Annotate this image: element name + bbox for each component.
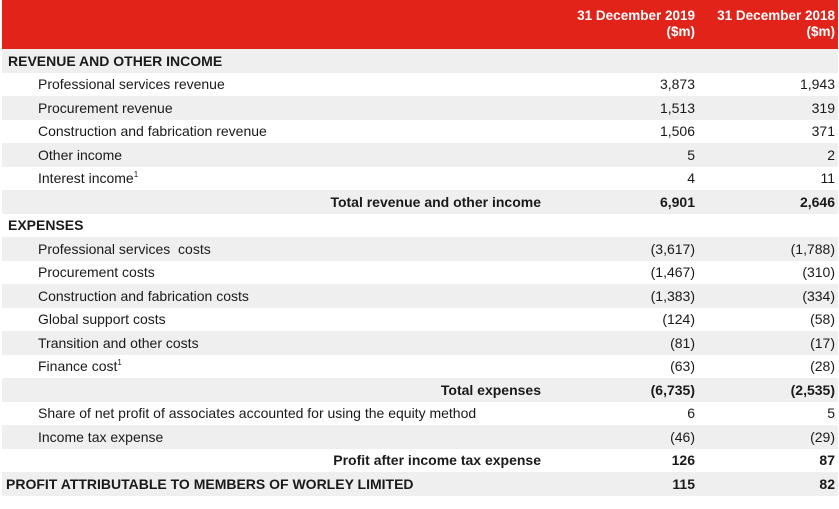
profit-attributable-row	[2, 472, 838, 496]
value-2018: 2,646	[799, 193, 835, 210]
footnote-marker: 1	[117, 358, 122, 368]
table-header	[2, 0, 838, 49]
header-2018-date: 31 December 2018	[717, 8, 835, 23]
row-label: PROFIT ATTRIBUTABLE TO MEMBERS OF WORLEY LIMITED	[6, 475, 414, 492]
profit-after-tax-row	[2, 449, 838, 473]
section-title: REVENUE AND OTHER INCOME	[8, 52, 223, 69]
value-2018: (310)	[802, 264, 835, 281]
row-label: Construction and fabrication costs	[38, 287, 249, 304]
table-row	[2, 120, 838, 144]
header-label-cell	[2, 0, 547, 49]
section-title: EXPENSES	[8, 217, 84, 234]
row-label: Transition and other costs	[38, 334, 199, 351]
section-revenue	[2, 49, 838, 73]
row-label: Other income	[38, 146, 123, 163]
row-label: Professional services costs	[38, 240, 211, 257]
value-2019: (63)	[670, 358, 695, 375]
value-2018: (334)	[802, 287, 835, 304]
value-2018: (28)	[810, 358, 835, 375]
total-revenue-row	[2, 190, 838, 214]
table-row	[2, 284, 838, 308]
value-2019: 1,506	[659, 123, 695, 140]
row-label: Procurement costs	[38, 264, 155, 281]
section-expenses	[2, 214, 838, 238]
row-label: Construction and fabrication revenue	[38, 123, 267, 140]
value-2019: (1,467)	[650, 264, 695, 281]
value-2018: (1,788)	[790, 240, 835, 257]
table-row	[2, 402, 838, 426]
value-2018: 5	[827, 405, 835, 422]
value-2019: (3,617)	[650, 240, 695, 257]
value-2019: 115	[672, 475, 695, 492]
value-2018: 319	[811, 99, 835, 116]
row-label: Share of net profit of associates accounted for using the equity method	[38, 405, 477, 422]
row-label: Total expenses	[440, 381, 541, 398]
row-label: Income tax expense	[38, 428, 164, 445]
header-2018	[698, 0, 838, 49]
row-label: Finance cost	[38, 358, 118, 375]
table-row	[2, 96, 838, 120]
value-2019: (124)	[662, 311, 695, 328]
value-2018: (17)	[810, 334, 835, 351]
value-2019: 5	[687, 146, 695, 163]
row-label: Interest income	[38, 170, 134, 187]
value-2019: (46)	[670, 428, 695, 445]
value-2019: (6,735)	[650, 381, 695, 398]
table-row	[2, 355, 838, 379]
value-2019: (81)	[670, 334, 695, 351]
header-2019-unit: ($m)	[666, 24, 695, 39]
row-label: Profit after income tax expense	[333, 452, 541, 469]
value-2019: 6,901	[659, 193, 695, 210]
income-statement-table	[2, 0, 838, 496]
table-row	[2, 331, 838, 355]
value-2019: (1,383)	[650, 287, 695, 304]
table-row	[2, 143, 838, 167]
header-2019-date: 31 December 2019	[577, 8, 695, 23]
value-2019: 4	[687, 170, 695, 187]
row-label-with-footnote	[2, 358, 547, 374]
header-2019	[547, 0, 698, 49]
value-2018: 371	[811, 123, 835, 140]
row-label-with-footnote	[2, 170, 547, 186]
value-2018: (58)	[810, 311, 835, 328]
value-2018: 11	[820, 170, 835, 187]
row-label: Total revenue and other income	[330, 193, 541, 210]
value-2019: 6	[687, 405, 695, 422]
value-2018: 1,943	[799, 76, 835, 93]
row-label: Procurement revenue	[38, 99, 173, 116]
footnote-marker: 1	[133, 170, 139, 180]
table-row	[2, 261, 838, 285]
table-row	[2, 308, 838, 332]
row-label: Professional services revenue	[38, 76, 225, 93]
value-2019: 3,873	[659, 76, 695, 93]
value-2018: 87	[819, 452, 835, 469]
row-label: Global support costs	[38, 311, 166, 328]
table-row	[2, 167, 838, 191]
value-2019: 126	[671, 452, 695, 469]
table-row	[2, 73, 838, 97]
value-2019: 1,513	[659, 99, 695, 116]
value-2018: 82	[819, 475, 835, 492]
total-expenses-row	[2, 378, 838, 402]
header-2018-unit: ($m)	[806, 24, 835, 39]
table-row	[2, 237, 838, 261]
value-2018: (2,535)	[790, 381, 835, 398]
table-row	[2, 425, 838, 449]
value-2018: 2	[827, 146, 835, 163]
value-2018: (29)	[810, 428, 835, 445]
